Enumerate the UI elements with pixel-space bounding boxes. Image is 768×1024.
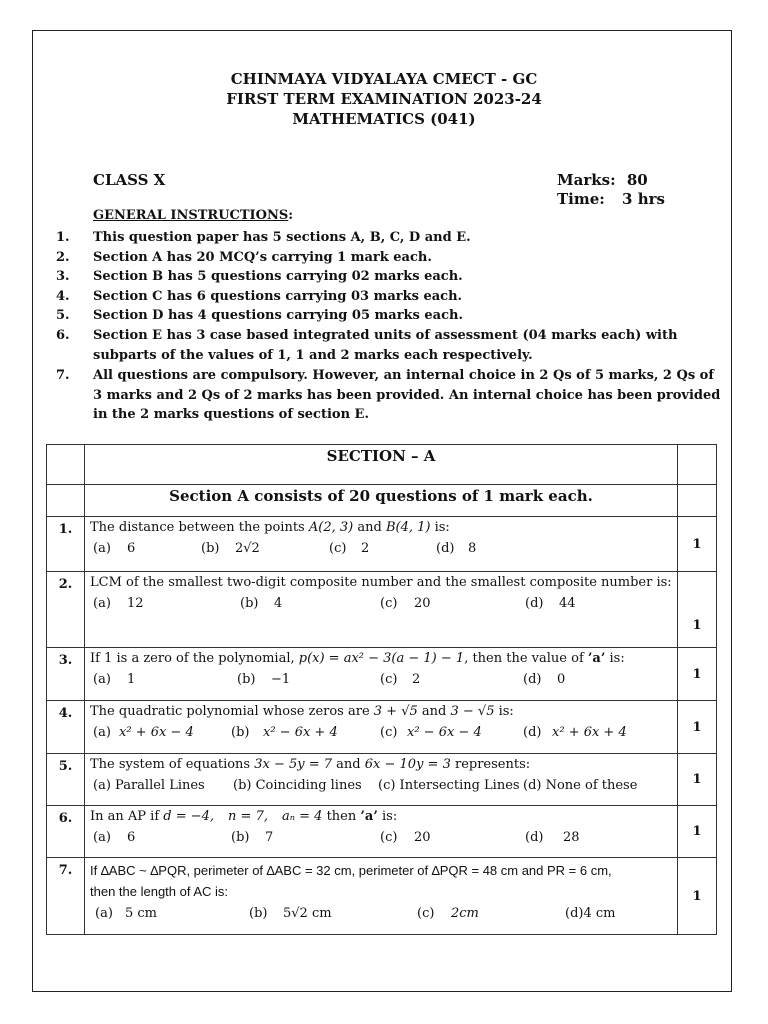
section-subtitle: Section A consists of 20 questions of 1 mark each. xyxy=(85,485,678,517)
question-body xyxy=(85,701,678,754)
school-name: CHINMAYA VIDYALAYA CMECT - GC xyxy=(230,70,538,88)
options: (a) 1 (b) −1 (c) 2 (d) 0 xyxy=(93,672,566,687)
instruction-number: 4. xyxy=(56,289,70,304)
question-row xyxy=(47,754,717,806)
options: (a) 6 (b) 7 (c) 20 (d) 28 xyxy=(93,830,580,845)
question-body xyxy=(85,754,678,806)
instruction-number: 1. xyxy=(56,230,70,245)
instruction-number: 6. xyxy=(56,328,70,343)
instruction-text: Section E has 3 case based integrated units of assessment (04 marks each) with subparts of the values of 1, 1 and 2 marks each respectively. xyxy=(93,328,678,363)
question-stem: In an AP if d = −4, n = 7, aₙ = 4 then ’a’ is: xyxy=(90,809,398,824)
section-title: SECTION – A xyxy=(85,445,678,485)
instruction-number: 7. xyxy=(56,368,70,383)
marks-label: Marks: xyxy=(557,171,616,189)
instruction-text: Section C has 6 questions carrying 03 marks each. xyxy=(93,289,463,304)
question-stem: LCM of the smallest two-digit composite number and the smallest composite number is: xyxy=(90,575,672,590)
question-stem: The quadratic polynomial whose zeros are 3 + √5 and 3 − √5 is: xyxy=(90,704,514,719)
question-stem: The distance between the points A(2, 3) and B(4, 1) is: xyxy=(90,520,450,535)
time-line xyxy=(557,190,665,208)
section-subtitle-row xyxy=(47,485,717,517)
question-number: 1. xyxy=(47,517,85,572)
instruction-number: 5. xyxy=(56,308,70,323)
question-stem: If ∆ABC ~ ∆PQR, perimeter of ∆ABC = 32 cm, perimeter of ∆PQR = 48 cm and PR = 6 cm, then the length of AC is: xyxy=(90,863,612,899)
question-table xyxy=(46,444,717,935)
options: (a) x² + 6x − 4 (b) x² − 6x + 4 (c) x² − 6x − 4 (d) x² + 6x + 4 xyxy=(93,725,627,740)
options: (a) 6 (b) 2√2 (c) 2 (d) 8 xyxy=(93,541,477,556)
instruction-text: All questions are compulsory. However, an internal choice in 2 Qs of 5 marks, 2 Qs of 3 marks and 2 Qs of 2 marks has been provided. An internal choice has been provided in the 2 marks questions of section E. xyxy=(93,368,721,422)
marks-value: 80 xyxy=(626,171,648,189)
question-body xyxy=(85,572,678,648)
instruction-text: Section A has 20 MCQ’s carrying 1 mark each. xyxy=(93,250,432,265)
question-marks: 1 xyxy=(678,648,717,701)
time-value: 3 hrs xyxy=(622,190,665,208)
time-label: Time: xyxy=(557,190,605,208)
options: (a) 12 (b) 4 (c) 20 (d) 44 xyxy=(93,596,576,611)
instruction-number: 3. xyxy=(56,269,70,284)
instruction-number: 2. xyxy=(56,250,70,265)
question-row xyxy=(47,701,717,754)
question-marks: 1 xyxy=(678,701,717,754)
question-row xyxy=(47,858,717,935)
question-marks: 1 xyxy=(678,858,717,935)
question-body xyxy=(85,517,678,572)
question-number: 2. xyxy=(47,572,85,648)
question-row xyxy=(47,806,717,858)
question-row xyxy=(47,517,717,572)
question-number: 4. xyxy=(47,701,85,754)
question-number: 7. xyxy=(47,858,85,935)
exam-title: FIRST TERM EXAMINATION 2023-24 xyxy=(226,90,542,108)
question-body xyxy=(85,858,678,935)
question-marks: 1 xyxy=(678,517,717,572)
instruction-text: This question paper has 5 sections A, B, C, D and E. xyxy=(93,230,471,245)
instructions-heading: GENERAL INSTRUCTIONS: xyxy=(93,208,294,223)
instruction-text: Section B has 5 questions carrying 02 marks each. xyxy=(93,269,463,284)
options: (a) 5 cm (b) 5√2 cm (c) 2cm (d)4 cm xyxy=(95,906,616,921)
class-label: CLASS X xyxy=(93,171,166,189)
section-title-row xyxy=(47,445,717,485)
instructions-title: GENERAL INSTRUCTIONS xyxy=(93,208,289,223)
question-number: 3. xyxy=(47,648,85,701)
question-number: 6. xyxy=(47,806,85,858)
question-number: 5. xyxy=(47,754,85,806)
question-body xyxy=(85,648,678,701)
question-marks: 1 xyxy=(678,572,717,648)
question-row xyxy=(47,572,717,648)
marks-line xyxy=(557,171,648,189)
question-stem: The system of equations 3x − 5y = 7 and 6x − 10y = 3 represents: xyxy=(90,757,531,772)
question-marks: 1 xyxy=(678,754,717,806)
question-marks: 1 xyxy=(678,806,717,858)
question-body xyxy=(85,806,678,858)
subject-title: MATHEMATICS (041) xyxy=(292,110,476,128)
question-stem: If 1 is a zero of the polynomial, p(x) = ax² − 3(a − 1) − 1, then the value of ’a’ is: xyxy=(90,651,625,666)
instruction-text: Section D has 4 questions carrying 05 marks each. xyxy=(93,308,463,323)
options: (a) Parallel Lines (b) Coinciding lines (c) Intersecting Lines (d) None of these xyxy=(93,778,638,793)
question-row xyxy=(47,648,717,701)
